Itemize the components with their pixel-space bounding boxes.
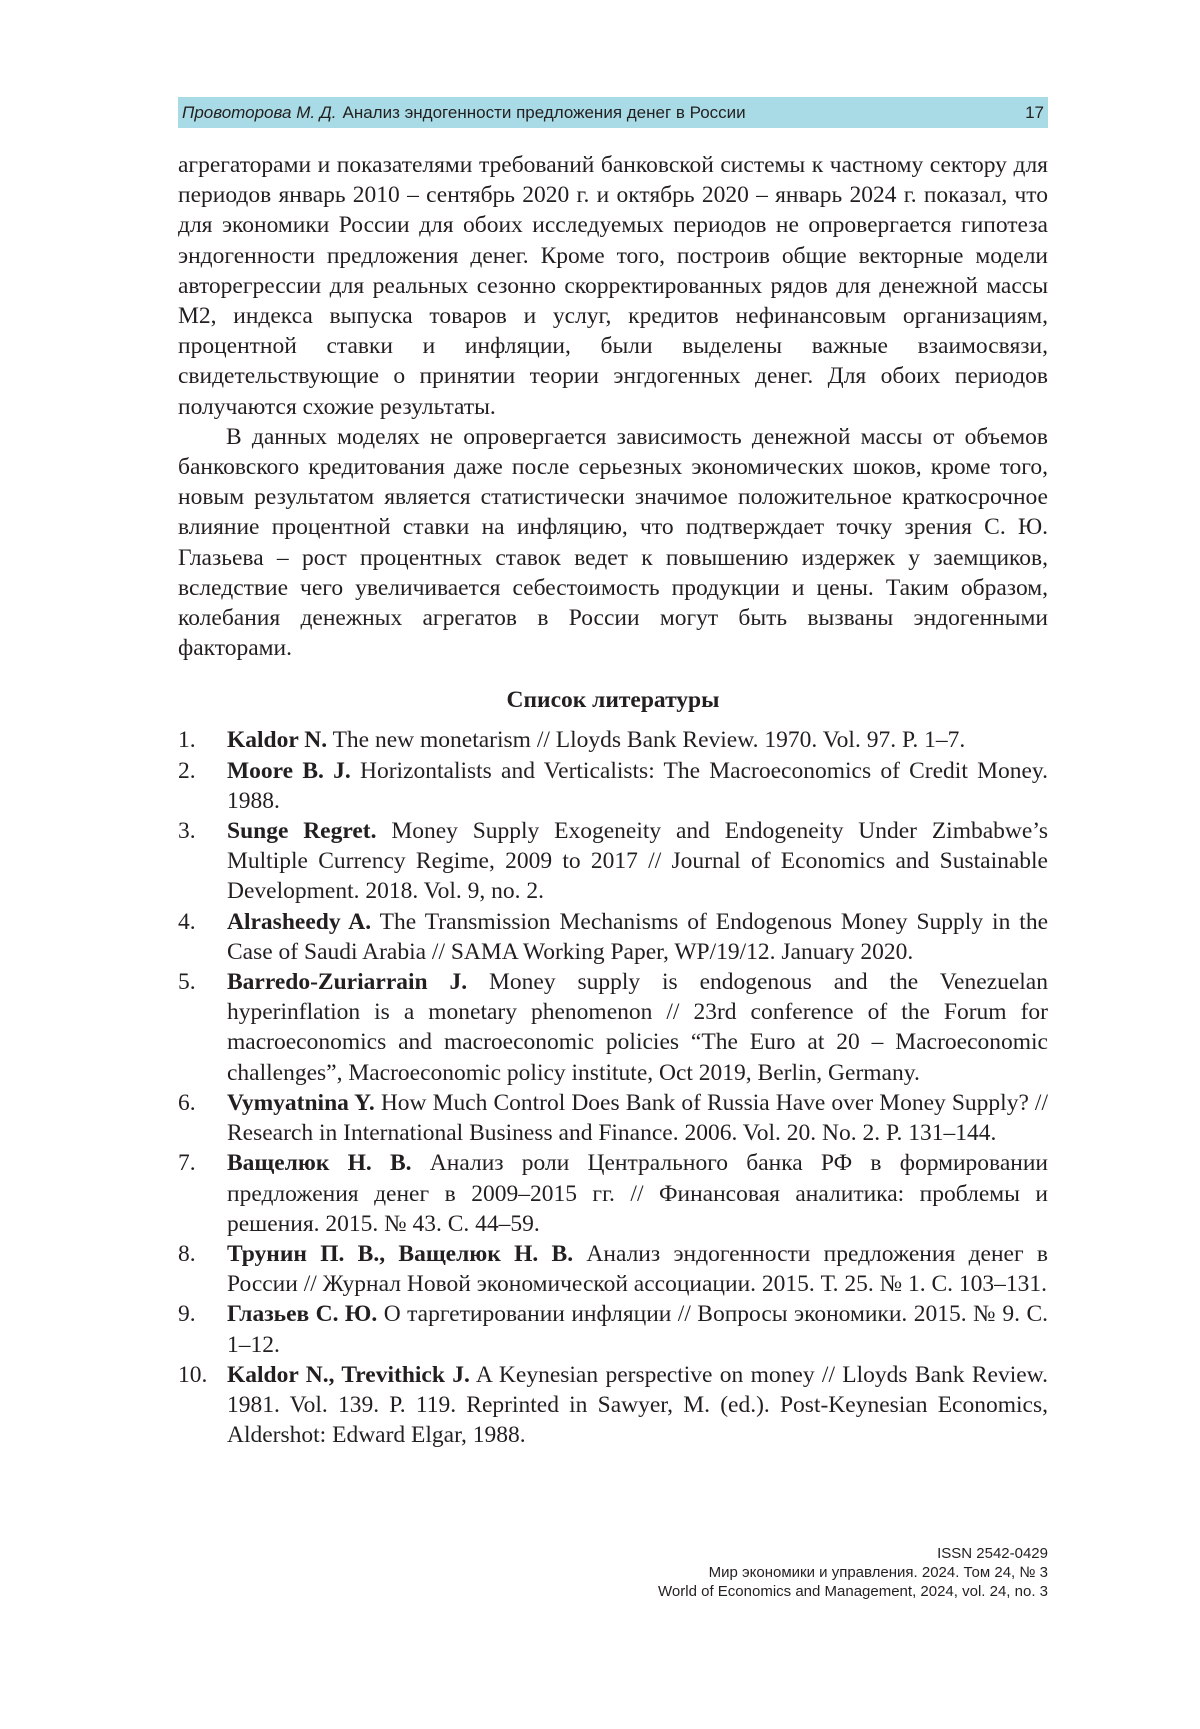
reference-author: Глазьев С. Ю.: [227, 1301, 378, 1328]
page-number: 17: [1025, 102, 1044, 122]
reference-item: [178, 1239, 1048, 1299]
running-title: [182, 103, 746, 123]
reference-text: О таргетировании инфляции // Вопросы экономики. 2015. № 9. С. 1–12.: [227, 1301, 1049, 1358]
reference-number: 10.: [178, 1361, 208, 1388]
reference-author: Moore B. J.: [227, 757, 351, 784]
reference-author: Трунин П. В., Ващелюк Н. В.: [227, 1240, 574, 1267]
reference-text: Анализ роли Центрального банка РФ в формировании предложения денег в 2009–2015 гг. // Финансовая аналитика: проблемы и решения. 2015. № 43. С. 44–59.: [227, 1150, 1048, 1237]
reference-author: Alrasheedy A.: [227, 908, 372, 935]
reference-author: Kaldor N., Trevithick J.: [227, 1361, 470, 1388]
journal-footer: [658, 1544, 1048, 1601]
journal-title-ru: Мир экономики и управления. 2024. Том 24, № 3: [708, 1564, 1048, 1581]
reference-number: 8.: [178, 1240, 196, 1267]
issn: ISSN 2542-0429: [937, 1545, 1048, 1562]
reference-number: 6.: [178, 1089, 196, 1116]
reference-number: 1.: [178, 727, 196, 754]
body-paragraph: В данных моделях не опровергается зависимость денежной массы от объемов банковского кредитования даже после серьезных экономических шоков, кроме того, новым результатом является статистически значимое положительное краткосрочное влияние процентной ставки на инфляцию, что подтверждает точку зрения С. Ю. Глазьева – рост процентных ставок ведет к повышению издержек у заемщиков, вследствие чего увеличивается себестоимость продукции и цены. Таким образом, колебания денежных агрегатов в России могут быть вызваны эндогенными факторами.: [178, 423, 1048, 662]
reference-item: [178, 1148, 1048, 1239]
reference-author: Ващелюк Н. В.: [227, 1150, 412, 1177]
reference-item: [178, 907, 1048, 967]
header-author: Провоторова М. Д.: [182, 102, 337, 122]
header-title: Анализ эндогенности предложения денег в России: [342, 102, 746, 122]
reference-item: [178, 725, 1048, 755]
reference-text: The Transmission Mechanisms of Endogenous Money Supply in the Case of Saudi Arabia // SAMA Working Paper, WP/19/12. January 2020.: [227, 908, 1049, 965]
reference-text: How Much Control Does Bank of Russia Have over Money Supply? // Research in International Business and Finance. 2006. Vol. 20. No. 2. P. 131–144.: [227, 1089, 1048, 1147]
body-paragraph: агрегаторами и показателями требований банковской системы к частному сектору для периодов январь 2010 – сентябрь 2020 г. и октябрь 2020 – январь 2024 г. показал, что для экономики России для обоих исследуемых периодов не опровергается гипотеза эндогенности предложения денег. Кроме того, построив общие векторные модели авторегрессии для реальных сезонно скорректированных рядов для денежной массы М2, индекса выпуска товаров и услуг, кредитов нефинансовым организациям, процентной ставки и инфляции, были выделены важные взаимосвязи, свидетельствующие о принятии теории энгдогенных денег. Для обоих периодов получаются схожие результаты.: [178, 152, 1048, 420]
references-heading: Список литературы: [506, 687, 720, 714]
reference-item: [178, 967, 1048, 1088]
reference-author: Vymyatnina Y.: [227, 1089, 375, 1116]
running-header: [178, 97, 1048, 128]
reference-author: Sunge Regret.: [227, 818, 377, 845]
reference-author: Kaldor N.: [227, 727, 328, 754]
reference-number: 5.: [178, 969, 196, 996]
reference-text: Анализ эндогенности предложения денег в России // Журнал Новой экономической ассоциации. 2015. Т. 25. № 1. С. 103–131.: [227, 1240, 1049, 1298]
reference-list: [178, 725, 1048, 1450]
reference-text: Money Supply Exogeneity and Endogeneity Under Zimbabwe’s Multiple Currency Regime, 2009 to 2017 // Journal of Economics and Sustainable Development. 2018. Vol. 9, no. 2.: [227, 818, 1048, 905]
reference-item: [178, 1088, 1048, 1148]
reference-number: 3.: [178, 818, 196, 845]
article-body: [178, 150, 1048, 1450]
reference-text: A Keynesian perspective on money // Lloyds Bank Review. 1981. Vol. 139. P. 119. Reprinted in Sawyer, M. (ed.). Post-Keynesian Economics, Aldershot: Edward Elgar, 1988.: [227, 1361, 1048, 1449]
reference-item: [178, 756, 1048, 816]
reference-number: 4.: [178, 908, 196, 935]
reference-number: 7.: [178, 1150, 196, 1177]
reference-author: Barredo-Zuriarrain J.: [227, 969, 468, 996]
reference-item: [178, 816, 1048, 907]
reference-text: Horizontalists and Verticalists: The Macroeconomics of Credit Money. 1988.: [227, 757, 1049, 814]
reference-text: The new monetarism // Lloyds Bank Review. 1970. Vol. 97. P. 1–7.: [332, 727, 966, 754]
reference-number: 9.: [178, 1301, 196, 1328]
reference-text: Money supply is endogenous and the Venezuelan hyperinflation is a monetary phenomenon // 23rd conference of the Forum for macroeconomics and macroeconomic policies “The Euro at 20 – Macroeconomic challenges”, Macroeconomic policy institute, Oct 2019, Berlin, Germany.: [227, 969, 1048, 1086]
reference-item: [178, 1360, 1048, 1451]
reference-item: [178, 1299, 1048, 1359]
reference-number: 2.: [178, 757, 196, 784]
journal-title-en: World of Economics and Management, 2024, vol. 24, no. 3: [658, 1583, 1048, 1600]
